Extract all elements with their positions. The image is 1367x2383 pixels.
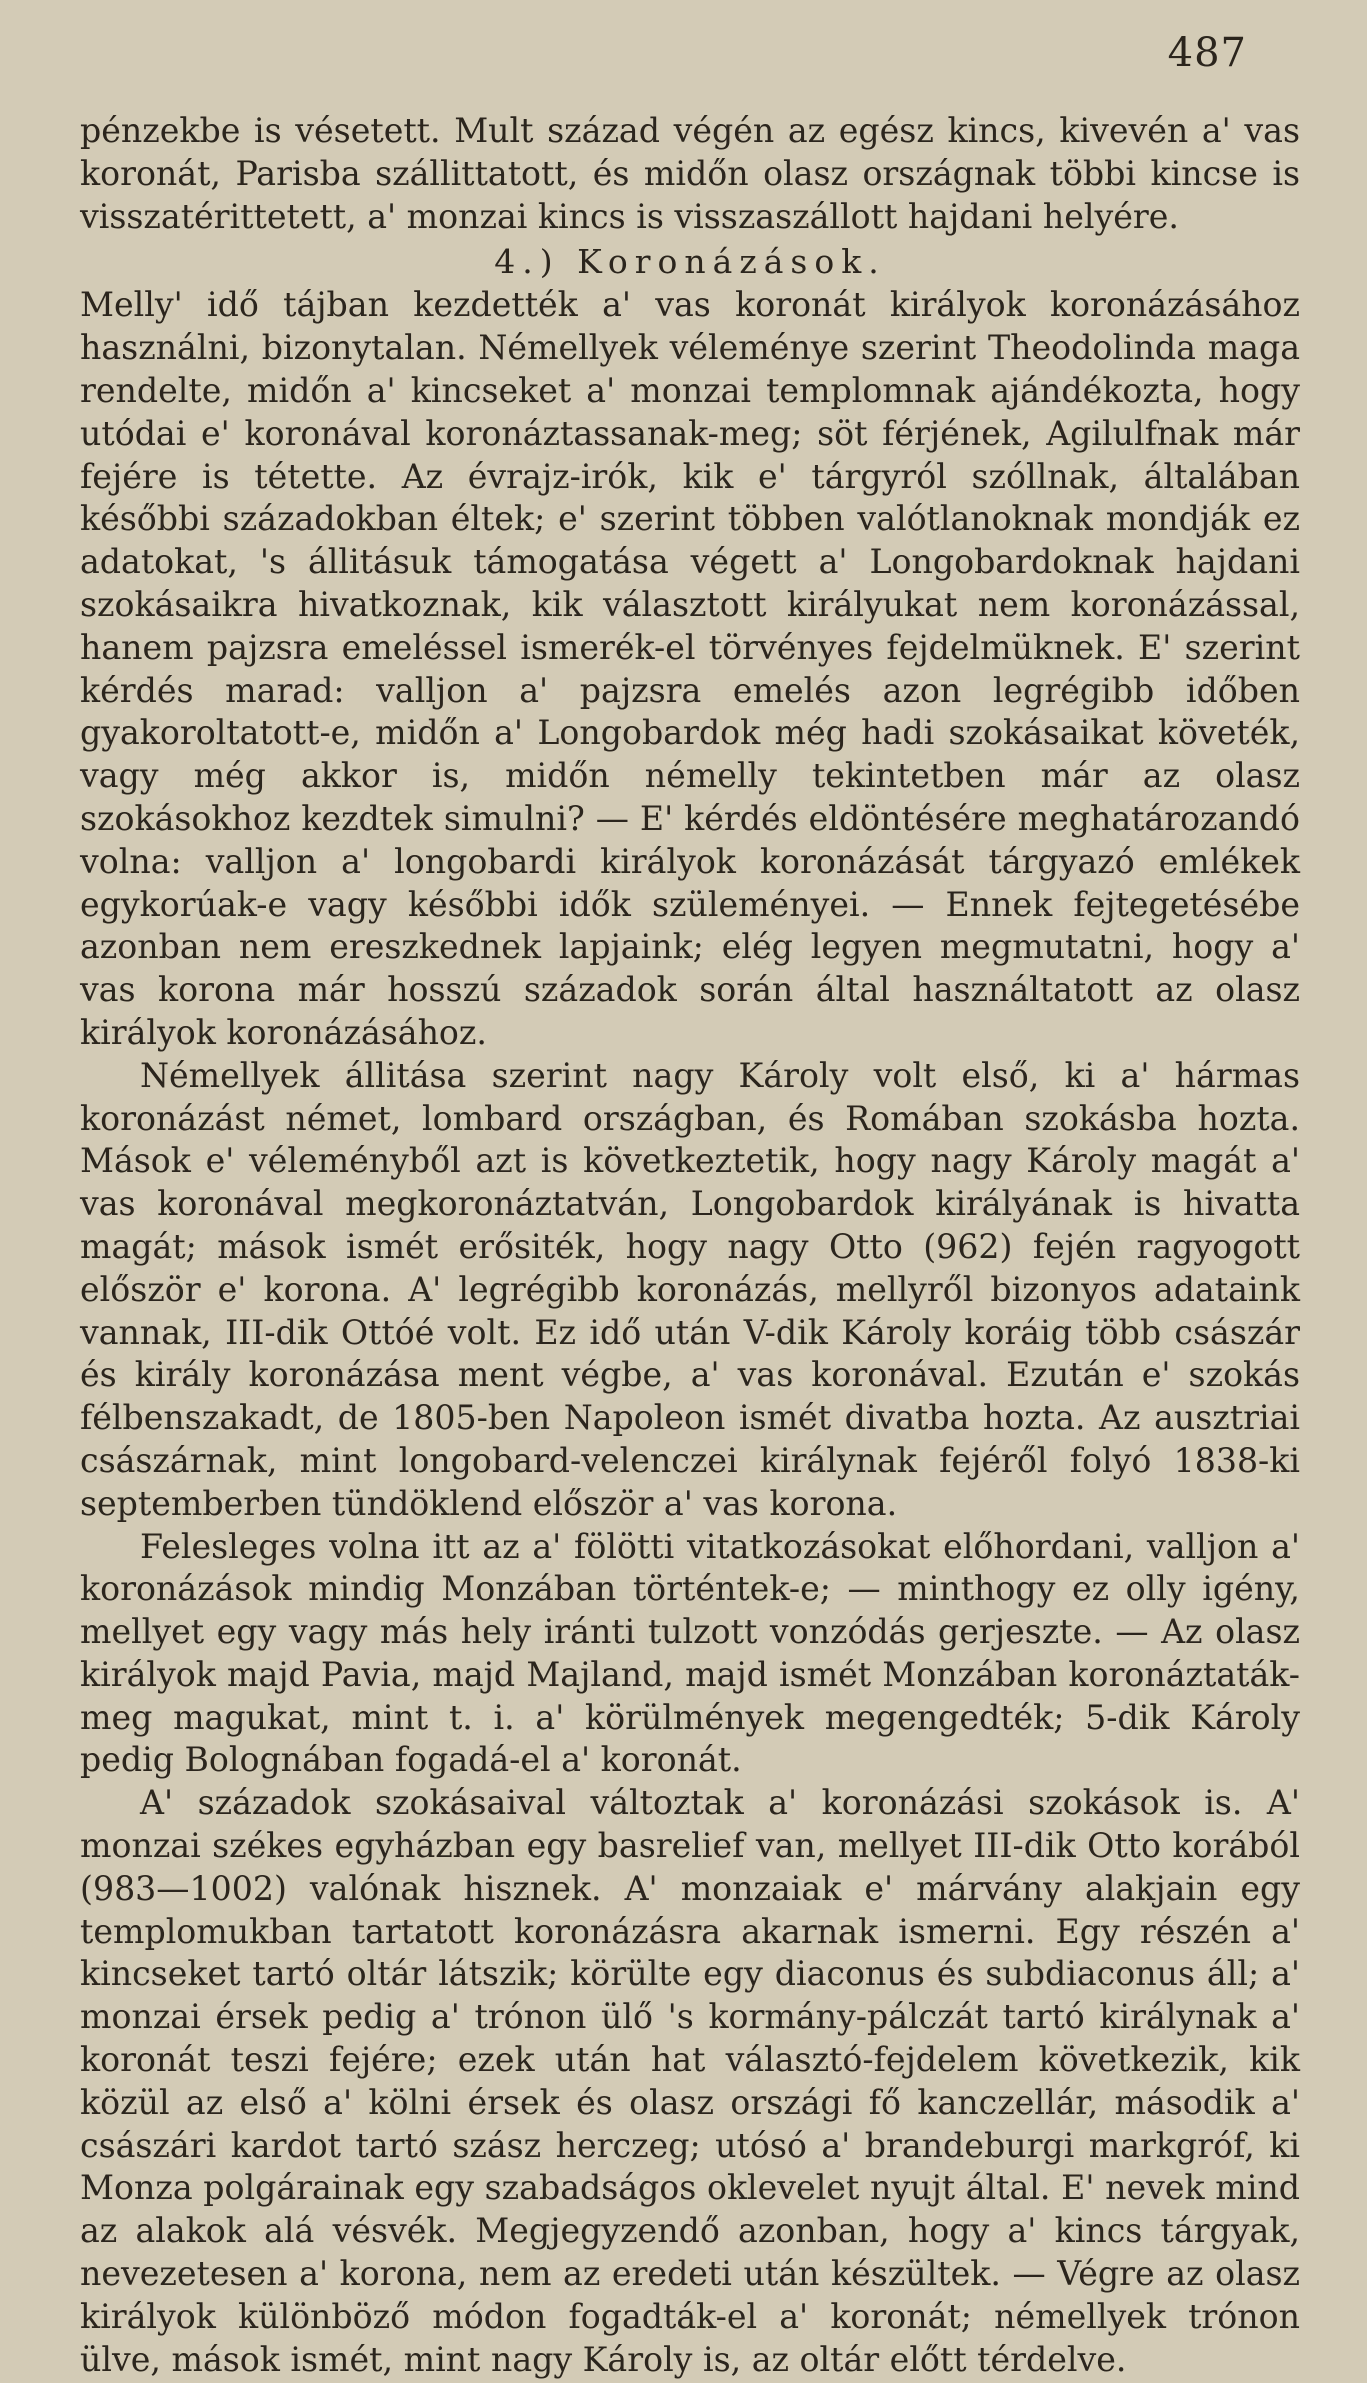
paragraph-4: Felesleges volna itt az a' fölötti vitatkozásokat előhordani, valljon a' koronázások mindig Monzában történtek-e; — minthogy ez olly igény, mellyet egy vagy más hely iránti tulzott vonzódás gerjeszte. — Az olasz királyok majd Pavia, majd Majland, majd ismét Monzában koronáztaták-meg magukat, mint t. i. a' körülmények megengedték; 5-dik Károly pedig Bolognában fogadá-el a' koronát. <box>80 1526 1300 1780</box>
section-heading: 4.) Koronázások. <box>494 242 886 282</box>
paragraph-3: Némellyek állitása szerint nagy Károly volt első, ki a' hármas koronázást német, lombard országban, és Romában szokásba hozta. Mások e' véleményből azt is következtetik, hogy nagy Károly magát a' vas koronával megkoronáztatván, Longobardok királyának is hivatta magát; mások ismét erősiték, hogy nagy Otto (962) fején ragyogott először e' korona. A' legrégibb koronázás, mellyről bizonyos adataink vannak, III-dik Ottóé volt. Ez idő után V-dik Károly koráig több császár és király koronázása ment végbe, a' vas koronával. Ezután e' szokás félbenszakadt, de 1805-ben Napoleon ismét divatba hozta. Az ausztriai császárnak, mint longobard-velenczei királynak fejéről folyó 1838-ki septemberben tündöklend először a' vas korona. <box>80 1055 1300 1523</box>
text-body <box>80 110 1300 2381</box>
paragraph-5: A' századok szokásaival változtak a' koronázási szokások is. A' monzai székes egyházban egy basrelief van, mellyet III-dik Otto korából (983—1002) valónak hisznek. A' monzaiak e' márvány alakjain egy templomukban tartatott koronázásra akarnak ismerni. Egy részén a' kincseket tartó oltár látszik; körülte egy diaconus és subdiaconus áll; a' monzai érsek pedig a' trónon ülő 's kormány-pálczát tartó királynak a' koronát teszi fejére; ezek után hat választó-fejdelem következik, kik közül az első a' kölni érsek és olasz országi fő kanczellár, második a' császári kardot tartó szász herczeg; utósó a' brandeburgi markgróf, ki Monza polgárainak egy szabadságos oklevelet nyujt által. E' nevek mind az alakok alá vésvék. Megjegyzendő azonban, hogy a' kincs tárgyak, nevezetesen a' korona, nem az eredeti után készültek. — Végre az olasz királyok különböző módon fogadták-el a' koronát; némellyek trónon ülve, mások ismét, mint nagy Károly is, az oltár előtt térdelve. <box>80 1783 1300 2379</box>
page-number: 487 <box>1167 30 1247 76</box>
paragraph-1: pénzekbe is vésetett. Mult század végén az egész kincs, kivevén a' vas koronát, Parisba szállittatott, és midőn olasz országnak többi kincse is visszatérittetett, a' monzai kincs is visszaszállott hajdani helyére. <box>80 111 1300 236</box>
paragraph-2: Melly' idő tájban kezdették a' vas koronát királyok koronázásához használni, bizonytalan. Némellyek véleménye szerint Theodolinda maga rendelte, midőn a' kincseket a' monzai templomnak ajándékozta, hogy utódai e' koronával koronáztassanak-meg; söt férjének, Agilulfnak már fejére is tétette. Az évrajz-irók, kik e' tárgyról szóllnak, általában későbbi századokban éltek; e' szerint többen valótlanoknak mondják ez adatokat, 's állitásuk támogatása végett a' Longobardoknak hajdani szokásaikra hivatkoznak, kik választott királyukat nem koronázással, hanem pajzsra emeléssel ismerék-el törvényes fejdelmüknek. E' szerint kérdés marad: valljon a' pajzsra emelés azon legrégibb időben gyakoroltatott-e, midőn a' Longobardok még hadi szokásaikat követék, vagy még akkor is, midőn némelly tekintetben már az olasz szokásokhoz kezdtek simulni? — E' kérdés eldöntésére meghatározandó volna: valljon a' longobardi királyok koronázását tárgyazó emlékek egykorúak-e vagy későbbi idők szüleményei. — Ennek fejtegetésébe azonban nem ereszkednek lapjaink; elég legyen megmutatni, hogy a' vas korona már hosszú századok során által használtatott az olasz királyok koronázásához. <box>80 285 1300 1052</box>
